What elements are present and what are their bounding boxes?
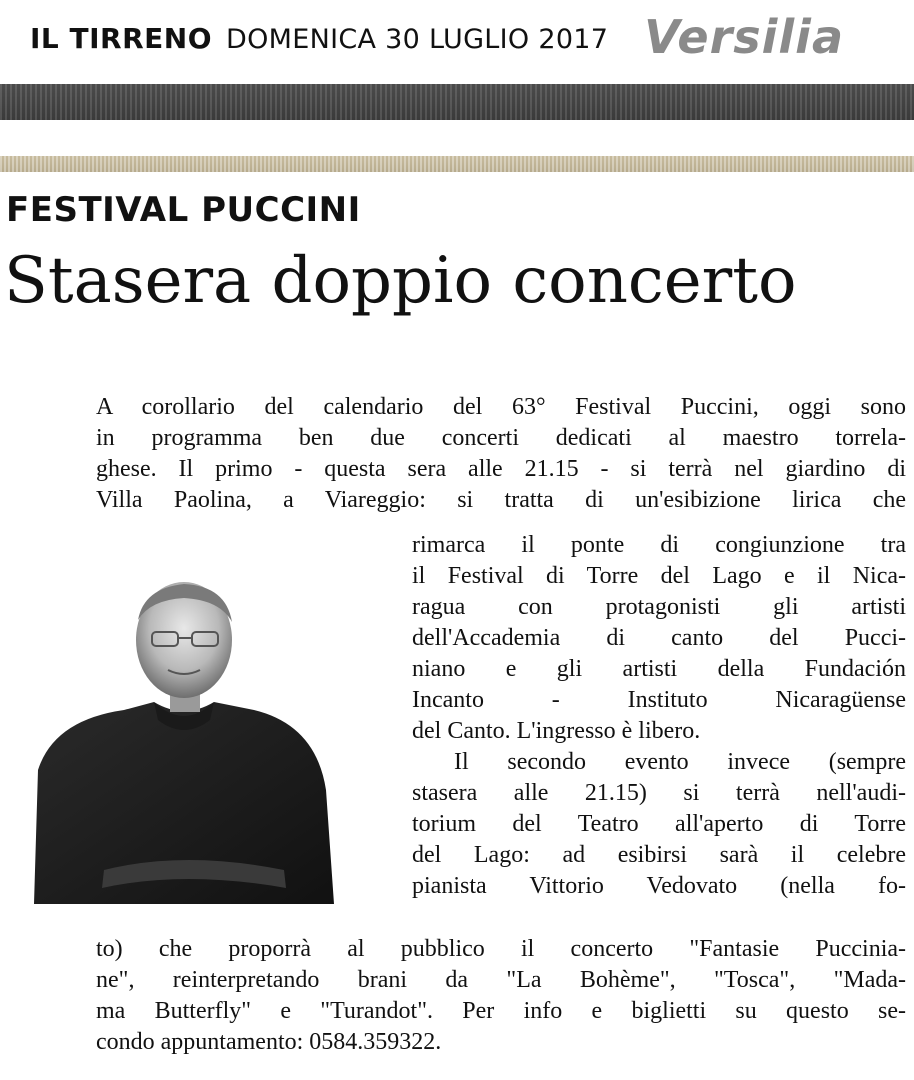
newspaper-header [30,22,608,66]
body-column-narrow [412,530,906,902]
dateline: DOMENICA 30 LUGLIO 2017 [226,24,609,55]
body-line: ragua con protagonisti gli artisti [412,594,906,620]
body-column-full [96,392,906,516]
body-line: A corollario del calendario del 63° Festival Puccini, oggi sono [96,394,906,420]
body-line: in programma ben due concerti dedicati al maestro torrela- [96,425,906,451]
body-line: condo appuntamento: 0584.359322. [96,1029,442,1055]
body-line: dell'Accademia di canto del Pucci- [412,625,906,651]
body-line: ghese. Il primo - questa sera alle 21.15 - si terrà nel giardino di [96,456,906,482]
section-tag: Versilia [644,10,844,64]
body-line: Incanto - Instituto Nicaragüense [412,687,906,713]
header-band-dark [0,84,914,120]
body-line: ma Butterfly" e "Turandot". Per info e biglietti su questo se- [96,998,906,1024]
masthead: IL TIRRENO [30,22,213,55]
body-column-bottom [96,934,906,1058]
body-line: Il secondo evento invece (sempre [454,749,906,775]
body-line: ne", reinterpretando brani da "La Bohème", "Tosca", "Mada- [96,967,906,993]
header-band-light [0,156,914,172]
article-kicker: FESTIVAL PUCCINI [6,190,361,230]
body-line: stasera alle 21.15) si terrà nell'audi- [412,780,906,806]
portrait-illustration [34,570,336,904]
body-line: del Canto. L'ingresso è libero. [412,718,701,744]
article-headline: Stasera doppio concerto [4,244,797,318]
body-line: pianista Vittorio Vedovato (nella fo- [412,873,906,899]
body-line: il Festival di Torre del Lago e il Nica- [412,563,906,589]
body-line: torium del Teatro all'aperto di Torre [412,811,906,837]
body-line: to) che proporrà al pubblico il concerto "Fantasie Puccinia- [96,936,906,962]
portrait-photo [34,570,336,904]
body-line: Villa Paolina, a Viareggio: si tratta di un'esibizione lirica che [96,487,906,513]
body-line: niano e gli artisti della Fundación [412,656,906,682]
body-line: del Lago: ad esibirsi sarà il celebre [412,842,906,868]
body-line: rimarca il ponte di congiunzione tra [412,532,906,558]
